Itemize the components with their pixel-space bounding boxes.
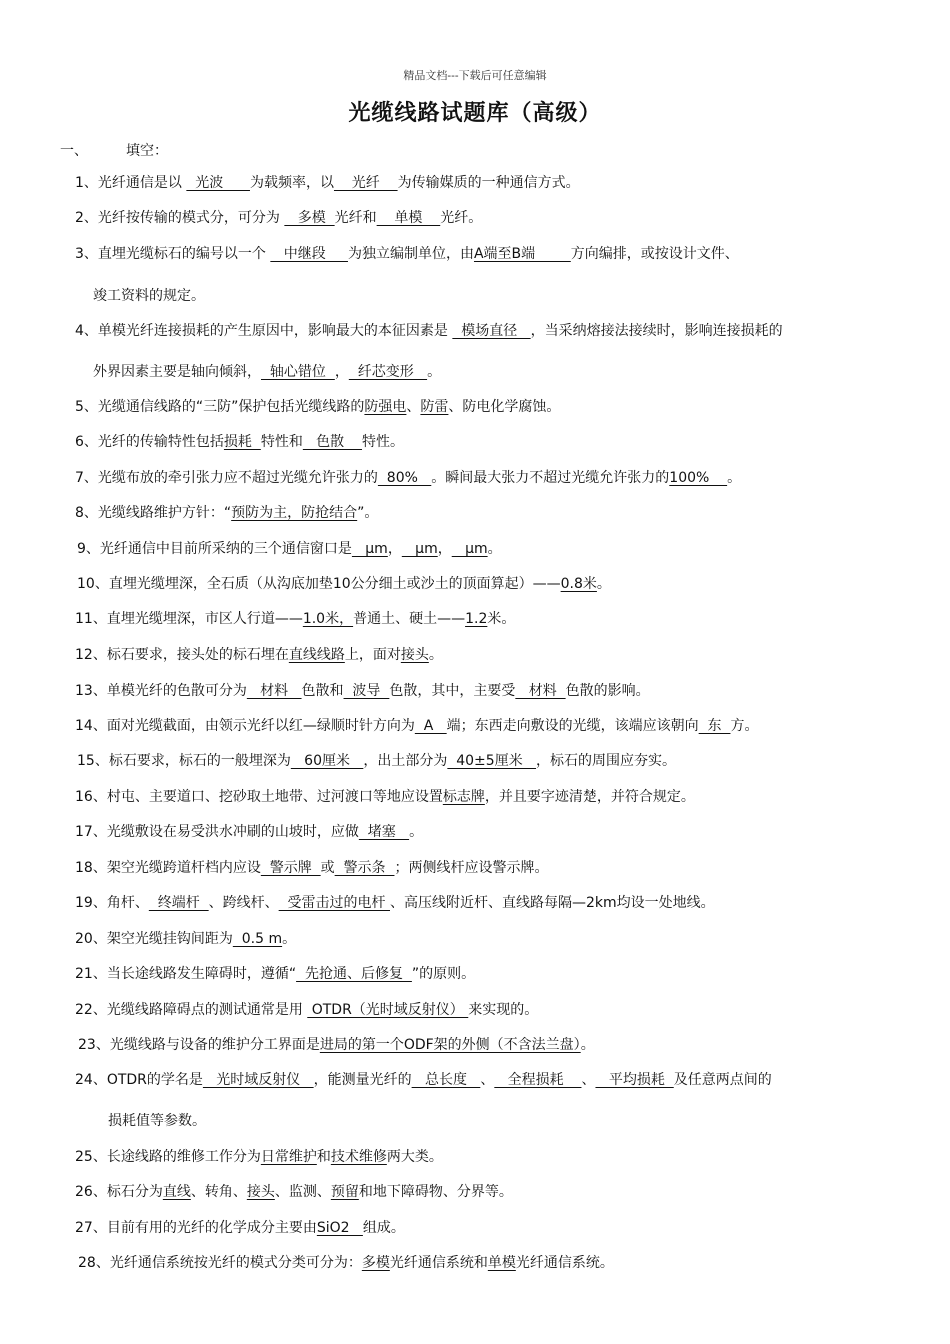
question-line: [77, 752, 676, 770]
answer-blank: 多模: [361, 1255, 390, 1271]
question-text: ，能测量光纤的: [313, 1072, 412, 1088]
question-text: 10、直埋光缆埋深，全石质（从沟底加垫10公分细土或沙土的顶面算起）——: [77, 576, 561, 592]
question-text: 方向编排，或按设计文件、: [570, 246, 739, 262]
answer-blank: A端至B端: [473, 246, 571, 262]
answer-blank: 多模: [284, 210, 335, 226]
question-text: 上，面对: [344, 647, 401, 663]
answer-blank: 60厘米: [290, 753, 364, 769]
question-line: [78, 1036, 595, 1054]
question-line: [75, 1183, 513, 1201]
answer-blank: 接头: [246, 1184, 275, 1200]
question-text: 特性和: [260, 434, 303, 450]
question-text: 为传输媒质的一种通信方式。: [397, 175, 580, 191]
question-line: [75, 682, 650, 700]
question-text: 。: [727, 470, 742, 486]
answer-blank: 进局的第一个ODF架的外侧（不含法兰盘）: [319, 1037, 581, 1053]
question-text: 、转角、: [190, 1184, 247, 1200]
question-text: 色散，其中，主要受: [389, 683, 516, 699]
question-text: 21、当长途线路发生障碍时，遵循“: [75, 966, 297, 982]
question-text: 为独立编制单位，由: [347, 246, 474, 262]
answer-blank: 100%: [669, 470, 728, 486]
answer-blank: 总长度: [411, 1072, 481, 1088]
answer-blank: 材料: [515, 683, 566, 699]
question-line: [75, 610, 515, 628]
question-line: [78, 1254, 614, 1272]
question-text: 光纤。: [440, 210, 483, 226]
question-line: [75, 1001, 538, 1019]
question-text: 、: [406, 399, 421, 415]
question-text: 端；东西走向敷设的光缆，该端应该朝向: [446, 718, 699, 734]
question-line: [108, 1112, 206, 1130]
answer-blank: 技术维修: [330, 1149, 387, 1165]
answer-blank: 光波: [186, 175, 250, 191]
question-text: ”。: [357, 505, 379, 521]
question-text: 25、长途线路的维修工作分为: [75, 1149, 261, 1165]
answer-blank: 预防为主，防抢结合: [231, 505, 358, 521]
answer-blank: 堵塞: [358, 824, 410, 840]
answer-blank: 模场直径: [452, 323, 531, 339]
answer-blank: 材料: [246, 683, 302, 699]
answer-blank: 光纤: [333, 175, 398, 191]
answer-blank: μm: [451, 541, 488, 557]
answer-blank: 轴心错位: [261, 364, 335, 380]
section-label: 填空：: [126, 143, 168, 159]
answer-blank: 全程损耗: [494, 1072, 582, 1088]
question-text: 两大类。: [386, 1149, 443, 1165]
answer-blank: 防强电: [364, 399, 407, 415]
question-text: 7、光缆布放的牵引张力应不超过光缆允许张力的: [75, 470, 378, 486]
question-text: 及任意两点间的: [673, 1072, 772, 1088]
answer-blank: 1.2: [465, 611, 488, 627]
answer-blank: 预留: [330, 1184, 359, 1200]
answer-blank: 平均损耗: [595, 1072, 674, 1088]
question-line: [75, 209, 482, 227]
question-text: 、: [480, 1072, 495, 1088]
question-text: ，: [437, 541, 452, 557]
question-line: [75, 433, 404, 451]
question-line: [77, 575, 611, 593]
question-line: [75, 398, 560, 416]
question-text: 、高压线附近杆、直线路每隔—2km均设一处地线。: [390, 895, 715, 911]
question-text: 3、直埋光缆标石的编号以一个: [75, 246, 271, 262]
question-text: 、防电化学腐蚀。: [448, 399, 561, 415]
question-line: [75, 469, 741, 487]
question-text: 竣工资料的规定。: [93, 288, 205, 304]
question-text: 光纤通信系统和: [389, 1255, 488, 1271]
question-text: 12、标石要求，接头处的标石埋在: [75, 647, 289, 663]
question-line: [75, 1071, 772, 1089]
question-text: ，并且要字迹清楚，并符合规定。: [484, 789, 695, 805]
question-line: [77, 540, 502, 558]
question-text: 27、目前有用的光纤的化学成分主要由: [75, 1220, 317, 1236]
answer-blank: 防雷: [420, 399, 449, 415]
answer-blank: 日常维护: [260, 1149, 317, 1165]
question-line: [75, 930, 296, 948]
question-line: [75, 859, 548, 877]
answer-blank: 0.5 m: [232, 931, 283, 947]
answer-blank: 东: [698, 718, 731, 734]
question-text: 。: [487, 541, 502, 557]
answer-blank: μm: [351, 541, 388, 557]
answer-blank: 色散: [302, 434, 362, 450]
question-text: ，标石的周围应夯实。: [536, 753, 677, 769]
question-text: 6、光纤的传输特性包括: [75, 434, 224, 450]
question-text: 4、单模光纤连接损耗的产生原因中，影响最大的本征因素是: [75, 323, 453, 339]
question-line: [75, 1219, 405, 1237]
question-text: 28、光纤通信系统按光纤的模式分类可分为：: [78, 1255, 362, 1271]
answer-blank: 直线: [162, 1184, 191, 1200]
page-header: 精品文档---下载后可任意编辑: [403, 69, 547, 82]
question-text: 26、标石分为: [75, 1184, 163, 1200]
answer-blank: 0.8米: [560, 576, 597, 592]
question-text: 、跨线杆、: [208, 895, 279, 911]
question-text: 组成。: [362, 1220, 405, 1236]
question-text: 或: [320, 860, 335, 876]
question-text: 1、光纤通信是以: [75, 175, 187, 191]
answer-blank: 警示条: [334, 860, 395, 876]
question-text: 16、村屯、主要道口、挖砂取土地带、过河渡口等地应设置: [75, 789, 443, 805]
answer-blank: 单模: [376, 210, 441, 226]
question-text: ；两侧线杆应设警示牌。: [394, 860, 549, 876]
question-text: 9、光纤通信中目前所采纳的三个通信窗口是: [77, 541, 352, 557]
question-text: 特性。: [361, 434, 404, 450]
question-line: [75, 788, 695, 806]
question-text: 。: [427, 364, 442, 380]
question-text: 、监测、: [274, 1184, 331, 1200]
question-text: 光纤和: [334, 210, 377, 226]
question-line: [75, 717, 758, 735]
question-text: 普通土、硬土——: [353, 611, 466, 627]
question-text: 方。: [730, 718, 759, 734]
page-title: 光缆线路试题库（高级）: [348, 101, 602, 126]
answer-blank: OTDR（光时域反射仪）: [307, 1002, 469, 1018]
question-text: 18、架空光缆跨道杆档内应设: [75, 860, 261, 876]
answer-blank: 损耗: [223, 434, 261, 450]
question-text: 。: [428, 647, 443, 663]
question-text: 、: [581, 1072, 596, 1088]
answer-blank: 1.0米，: [302, 611, 354, 627]
question-line: [75, 504, 378, 522]
answer-blank: 先抢通、后修复: [296, 966, 412, 982]
question-text: 光纤通信系统。: [515, 1255, 614, 1271]
question-text: 15、标石要求，标石的一般埋深为: [77, 753, 291, 769]
question-text: 米。: [487, 611, 516, 627]
question-text: ”的原则。: [411, 966, 476, 982]
question-text: 外界因素主要是轴向倾斜，: [93, 364, 261, 380]
section-number: 一、: [60, 143, 88, 159]
question-text: 19、角杆、: [75, 895, 149, 911]
question-text: 色散和: [301, 683, 344, 699]
answer-blank: 受雷击过的电杆: [278, 895, 390, 911]
question-text: 和: [316, 1149, 331, 1165]
question-text: 损耗值等参数。: [108, 1113, 206, 1129]
question-line: [93, 363, 441, 381]
answer-blank: 标志牌: [442, 789, 485, 805]
answer-blank: SiO2: [316, 1220, 363, 1236]
section-heading: [60, 140, 168, 160]
question-text: 。: [282, 931, 297, 947]
question-text: 5、光缆通信线路的“三防”保护包括光缆线路的: [75, 399, 365, 415]
question-text: 和地下障碍物、分界等。: [358, 1184, 513, 1200]
question-text: ，: [387, 541, 402, 557]
answer-blank: μm: [401, 541, 438, 557]
question-text: 24、OTDR的学名是: [75, 1072, 203, 1088]
answer-blank: 纤芯变形: [348, 364, 428, 380]
question-text: 。瞬间最大张力不超过光缆允许张力的: [431, 470, 670, 486]
question-line: [75, 174, 580, 192]
question-text: 11、直埋光缆埋深，市区人行道——: [75, 611, 303, 627]
answer-blank: A: [414, 718, 447, 734]
question-text: 。: [580, 1037, 595, 1053]
answer-blank: 波导: [343, 683, 390, 699]
question-text: 为载频率，以: [249, 175, 334, 191]
question-text: 23、光缆线路与设备的维护分工界面是: [78, 1037, 320, 1053]
question-text: ，当采纳熔接法接续时，影响连接损耗的: [530, 323, 783, 339]
question-text: 。: [409, 824, 424, 840]
question-text: 22、光缆线路障碍点的测试通常是用: [75, 1002, 308, 1018]
question-line: [75, 965, 475, 983]
question-line: [93, 287, 205, 305]
question-text: 8、光缆线路维护方针：“: [75, 505, 232, 521]
answer-blank: 40±5厘米: [447, 753, 537, 769]
answer-blank: 中继段: [270, 246, 348, 262]
question-text: 14、面对光缆截面，由领示光纤以红—绿顺时针方向为: [75, 718, 415, 734]
question-text: ，出土部分为: [363, 753, 448, 769]
question-text: 17、光缆敷设在易受洪水冲刷的山坡时，应做: [75, 824, 359, 840]
answer-blank: 终端杆: [148, 895, 209, 911]
answer-blank: 接头: [400, 647, 429, 663]
question-text: 来实现的。: [468, 1002, 539, 1018]
question-line: [75, 823, 423, 841]
answer-blank: 80%: [377, 470, 432, 486]
question-text: 色散的影响。: [565, 683, 650, 699]
question-line: [75, 1148, 443, 1166]
question-line: [75, 322, 783, 340]
question-text: 。: [596, 576, 611, 592]
question-text: 2、光纤按传输的模式分，可分为: [75, 210, 285, 226]
question-line: [75, 245, 739, 263]
answer-blank: 光时域反射仪: [202, 1072, 314, 1088]
question-text: 13、单模光纤的色散可分为: [75, 683, 247, 699]
question-text: 20、架空光缆挂钩间距为: [75, 931, 233, 947]
question-text: ，: [334, 364, 349, 380]
answer-blank: 警示牌: [260, 860, 321, 876]
question-line: [75, 646, 443, 664]
question-line: [75, 894, 715, 912]
answer-blank: 单模: [487, 1255, 516, 1271]
answer-blank: 直线线路: [288, 647, 345, 663]
